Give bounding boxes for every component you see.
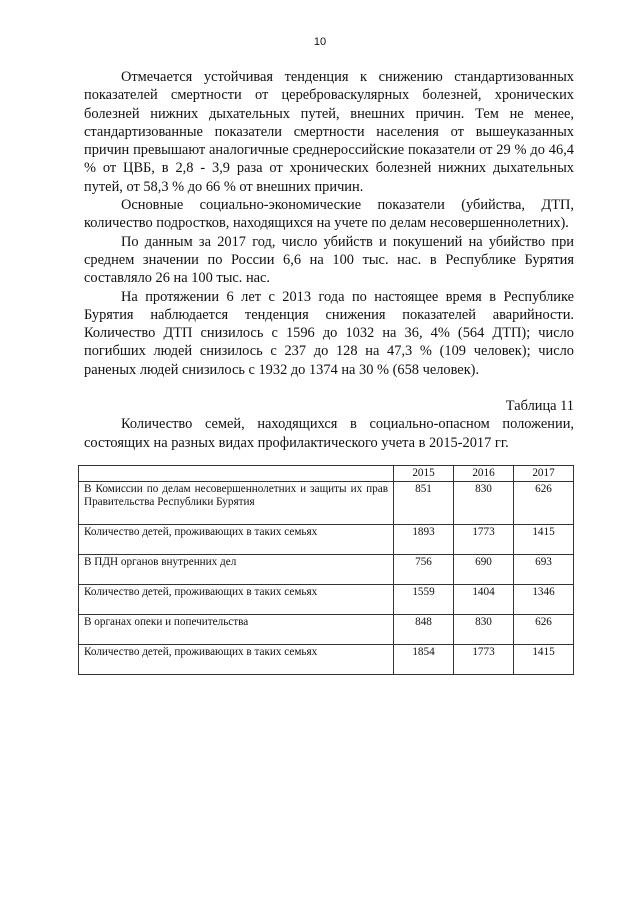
table-cell: 851	[394, 482, 454, 525]
table-header-year: 2016	[454, 466, 514, 482]
table-cell: 693	[514, 555, 574, 585]
table-cell: 848	[394, 615, 454, 645]
table-cell: 1854	[394, 645, 454, 675]
table-cell: 1346	[514, 585, 574, 615]
table-cell: 830	[454, 482, 514, 525]
paragraph-murders: По данным за 2017 год, число убийств и покушений на убийство при среднем значении по России 6,6 на 100 тыс. нас. в Республике Бурятия составляло 26 на 100 тыс. нас.	[84, 233, 574, 287]
table-cell: 626	[514, 482, 574, 525]
table-row	[79, 585, 574, 615]
table-cell: 1773	[454, 525, 514, 555]
table-row	[79, 615, 574, 645]
table-cell: 1773	[454, 645, 514, 675]
table-header-year: 2015	[394, 466, 454, 482]
table-cell: 1415	[514, 645, 574, 675]
paragraph-indicators: Основные социально-экономические показатели (убийства, ДТП, количество подростков, находящихся на учете по делам несовершеннолетних).	[84, 197, 574, 232]
table-row	[79, 525, 574, 555]
table-cell: 830	[454, 615, 514, 645]
table-cell: 1893	[394, 525, 454, 555]
families-table	[78, 465, 574, 675]
table-title: Количество семей, находящихся в социально-опасном положении, состоящих на разных видах профилактического учета в 2015-2017 гг.	[84, 416, 574, 451]
page-number: 10	[313, 36, 327, 48]
table-row-label: Количество детей, проживающих в таких семьях	[79, 585, 394, 615]
paragraph-accidents: На протяжении 6 лет с 2013 года по настоящее время в Республике Бурятия наблюдается тенденция снижения показателей аварийности. Количество ДТП снизилось с 1596 до 1032 на 36, 4% (564 ДТП); число погибших людей снизилось с 237 до 128 на 47,3 % (109 человек); число раненых людей снизилось с 1932 до 1374 на 30 % (658 человек).	[84, 288, 574, 378]
table-header-row	[79, 466, 574, 482]
table-row	[79, 482, 574, 525]
table-cell: 1404	[454, 585, 514, 615]
table-label: Таблица 11	[505, 398, 574, 414]
table-row-label: В Комиссии по делам несовершеннолетних и защиты их прав Правительства Республики Бурятия	[79, 482, 394, 525]
table-row-label: В органах опеки и попечительства	[79, 615, 394, 645]
table-row	[79, 555, 574, 585]
table-cell: 1415	[514, 525, 574, 555]
body-text	[84, 68, 574, 379]
table-caption	[84, 397, 574, 452]
table-row-label: Количество детей, проживающих в таких семьях	[79, 525, 394, 555]
table-row	[79, 645, 574, 675]
table-cell: 690	[454, 555, 514, 585]
table-header-year: 2017	[514, 466, 574, 482]
table-row-label: В ПДН органов внутренних дел	[79, 555, 394, 585]
table-cell: 1559	[394, 585, 454, 615]
table-cell: 626	[514, 615, 574, 645]
table-header-empty	[79, 466, 394, 482]
table-row-label: Количество детей, проживающих в таких семьях	[79, 645, 394, 675]
paragraph-mortality: Отмечается устойчивая тенденция к снижению стандартизованных показателей смертности от цереброваскулярных болезней, хронических болезней нижних дыхательных путей, внешних причин. Тем не менее, стандартизованные показатели смертности населения от вышеуказанных причин превышают аналогичные среднероссийские показатели от 29 % до 46,4 % от ЦВБ, в 2,8 - 3,9 раза от хронических болезней нижних дыхательных путей, от 58,3 % до 66 % от внешних причин.	[84, 69, 574, 195]
table-cell: 756	[394, 555, 454, 585]
